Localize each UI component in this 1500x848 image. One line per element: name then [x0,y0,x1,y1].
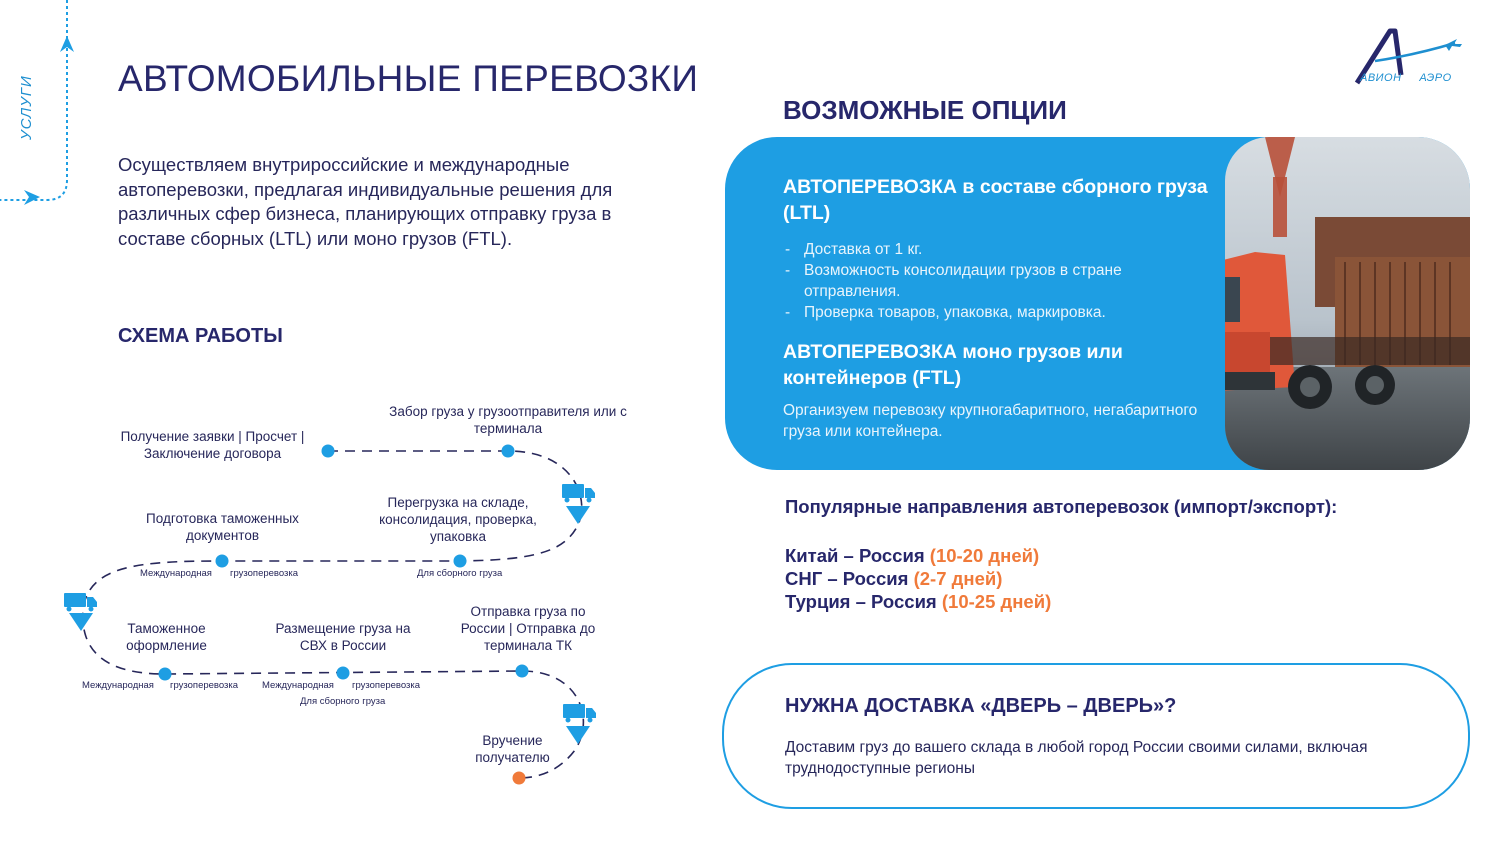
step-dot [502,445,515,458]
truck-photo [1225,137,1470,470]
section-label: УСЛУГИ [18,75,35,141]
popular-title: Популярные направления автоперевозок (импорт/экспорт): [785,496,1338,517]
tag-international: Международная [140,568,212,579]
door-to-door-text: Доставим груз до вашего склада в любой город России своими силами, включая труднодоступные регионы [785,739,1368,777]
tag-freight: грузоперевозка [170,680,239,691]
tag-freight: грузоперевозка [352,680,421,691]
final-step-dot [513,772,526,785]
route-row: СНГ – Россия (2-7 дней) [785,568,1003,589]
arrow-down-icon [566,506,590,524]
list-item: - Проверка товаров, упаковка, маркировка. [783,302,1203,323]
step-3-label: Перегрузка на складе, консолидация, проверка, упаковка [379,495,537,544]
step-8-label: Вручение получателю [475,733,550,765]
tag-international: Международная [82,680,154,691]
ftl-title: АВТОПЕРЕВОЗКА моно грузов или контейнеров (FTL) [783,341,1123,389]
list-item: - Доставка от 1 кг. [783,239,1203,260]
scheme-title: СХЕМА РАБОТЫ [118,325,283,347]
arrow-right-icon [24,190,40,205]
step-dot [454,555,467,568]
step-2-label: Забор груза у грузоотправителя или с терминала [389,404,627,436]
arrow-down-icon [69,613,93,631]
step-dot [216,555,229,568]
step-4-label: Подготовка таможенных документов [146,511,299,543]
tag-consolidated: Для сборного груза [417,568,503,579]
step-1-label: Получение заявки | Просчет | Заключение договора [120,429,305,461]
route-row: Турция – Россия (10-25 дней) [785,591,1052,612]
truck-icon [563,704,596,723]
truck-icon [562,484,595,503]
airplane-icon [1445,39,1462,51]
tag-freight: грузоперевозка [230,568,299,579]
ltl-title: АВТОПЕРЕВОЗКА в составе сборного груза (LTL) [783,176,1208,224]
options-title: ВОЗМОЖНЫЕ ОПЦИИ [783,95,1067,125]
door-to-door-card [722,663,1470,809]
logo-text: АВИОН АЭРО [1360,72,1452,84]
step-7-label: Отправка груза по России | Отправка до терминала ТК [460,604,596,653]
tag-international: Международная [262,680,334,691]
truck-icon [64,593,97,612]
route-row: Китай – Россия (10-20 дней) [785,545,1040,566]
ltl-list [783,239,1203,323]
options-card [725,137,1470,470]
tag-consolidated: Для сборного груза [300,696,386,707]
step-6-label: Размещение груза на СВХ в России [275,621,411,653]
step-5-label: Таможенное оформление [126,621,207,653]
door-to-door-title: НУЖНА ДОСТАВКА «ДВЕРЬ – ДВЕРЬ»? [785,695,1177,717]
step-dot [337,667,350,680]
page-title: АВТОМОБИЛЬНЫЕ ПЕРЕВОЗКИ [118,58,699,99]
intro-text: Осуществляем внутрироссийские и международные автоперевозки, предлагая индивидуальные решения для различных сфер бизнеса, планирующих отправку груза в составе сборных (LTL) или моно грузов (FTL). [118,154,613,249]
list-item: - Возможность консолидации грузов в стране отправления. [783,260,1203,302]
step-dot [159,668,172,681]
step-dot [516,665,529,678]
ftl-text: Организуем перевозку крупногабаритного, негабаритного груза или контейнера. [783,402,1198,440]
